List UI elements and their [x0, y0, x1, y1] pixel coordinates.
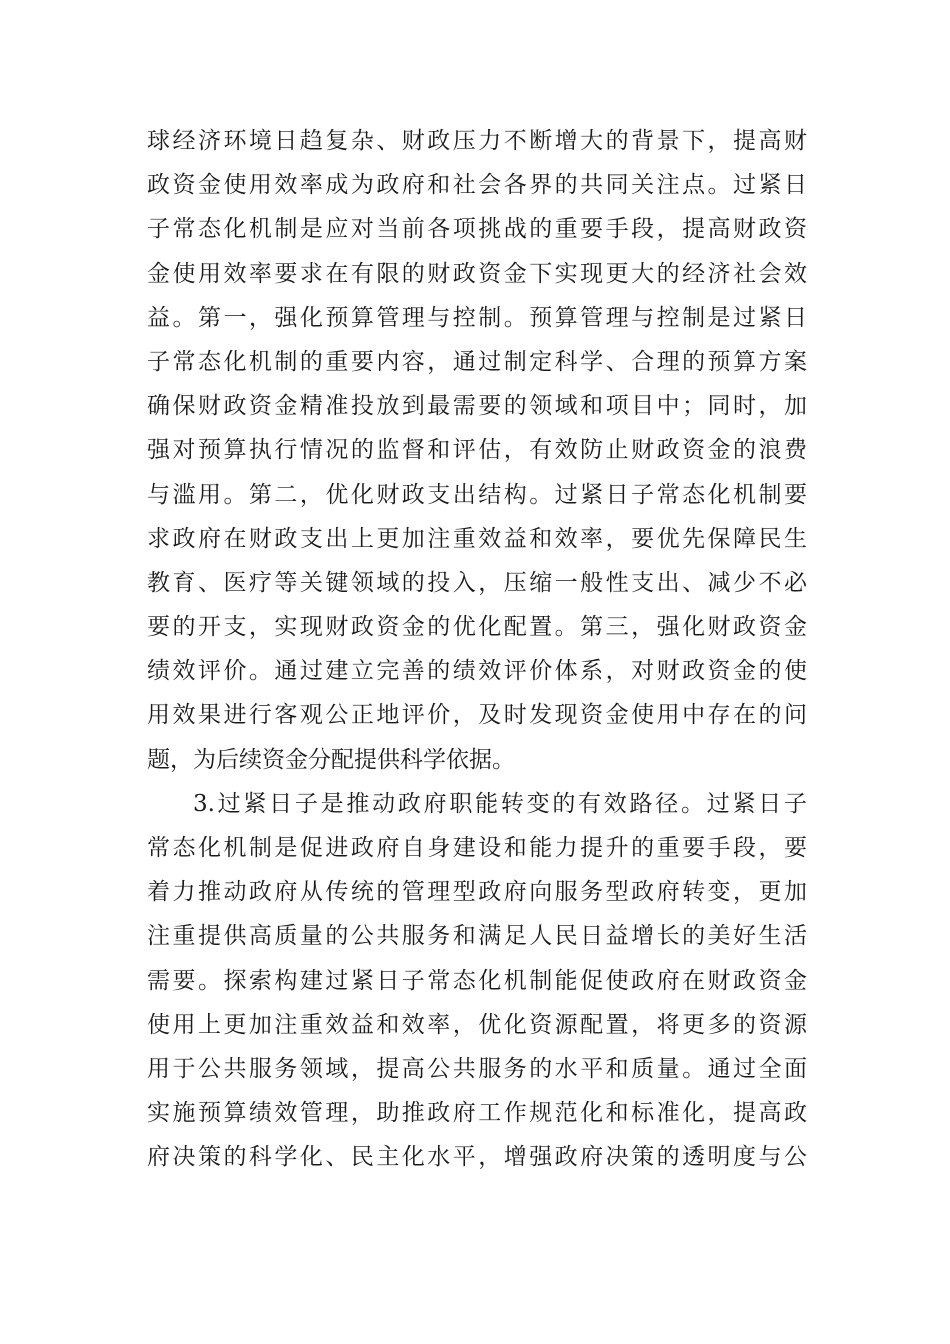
- body-text: [147, 119, 807, 1180]
- text-line: 教育、医疗等关键领域的投入，压缩一般性支出、减少不必: [147, 569, 807, 596]
- text-line: 3.过紧日子是推动政府职能转变的有效路径。过紧日子: [193, 790, 807, 817]
- text-line: 政资金使用效率成为政府和社会各界的共同关注点。过紧日: [147, 172, 807, 199]
- text-line: 用于公共服务领域，提高公共服务的水平和质量。通过全面: [147, 1055, 807, 1082]
- text-line: 使用上更加注重效益和效率，优化资源配置，将更多的资源: [147, 1011, 807, 1038]
- text-line: 府决策的科学化、民主化水平，增强政府决策的透明度与公: [147, 1144, 807, 1171]
- text-line: 需要。探索构建过紧日子常态化机制能促使政府在财政资金: [147, 967, 807, 994]
- text-line: 确保财政资金精准投放到最需要的领域和项目中；同时，加: [147, 393, 807, 420]
- text-line: 球经济环境日趋复杂、财政压力不断增大的背景下，提高财: [147, 128, 807, 154]
- text-line: 用效果进行客观公正地评价，及时发现资金使用中存在的问: [147, 702, 807, 729]
- text-line: 益。第一，强化预算管理与控制。预算管理与控制是过紧日: [147, 304, 807, 331]
- text-line: 强对预算执行情况的监督和评估，有效防止财政资金的浪费: [147, 437, 807, 464]
- text-line: 子常态化机制是应对当前各项挑战的重要手段，提高财政资: [147, 216, 807, 243]
- text-line: 子常态化机制的重要内容，通过制定科学、合理的预算方案: [147, 348, 807, 375]
- text-line: 与滥用。第二，优化财政支出结构。过紧日子常态化机制要: [147, 481, 807, 508]
- text-line: 金使用效率要求在有限的财政资金下实现更大的经济社会效: [147, 260, 807, 287]
- text-line: 注重提供高质量的公共服务和满足人民日益增长的美好生活: [147, 923, 807, 950]
- text-line: 要的开支，实现财政资金的优化配置。第三，强化财政资金: [147, 614, 807, 641]
- text-line: 求政府在财政支出上更加注重效益和效率，要优先保障民生: [147, 525, 807, 552]
- text-line: 绩效评价。通过建立完善的绩效评价体系，对财政资金的使: [147, 658, 807, 685]
- text-line: 题，为后续资金分配提供科学依据。: [147, 746, 515, 773]
- paragraph-fiscal-efficiency: [147, 119, 807, 782]
- text-line: 着力推动政府从传统的管理型政府向服务型政府转变，更加: [147, 879, 807, 906]
- text-line: 实施预算绩效管理，助推政府工作规范化和标准化，提高政: [147, 1100, 807, 1127]
- text-line: 常态化机制是促进政府自身建设和能力提升的重要手段，要: [147, 835, 807, 861]
- paragraph-government-transformation: [147, 782, 807, 1180]
